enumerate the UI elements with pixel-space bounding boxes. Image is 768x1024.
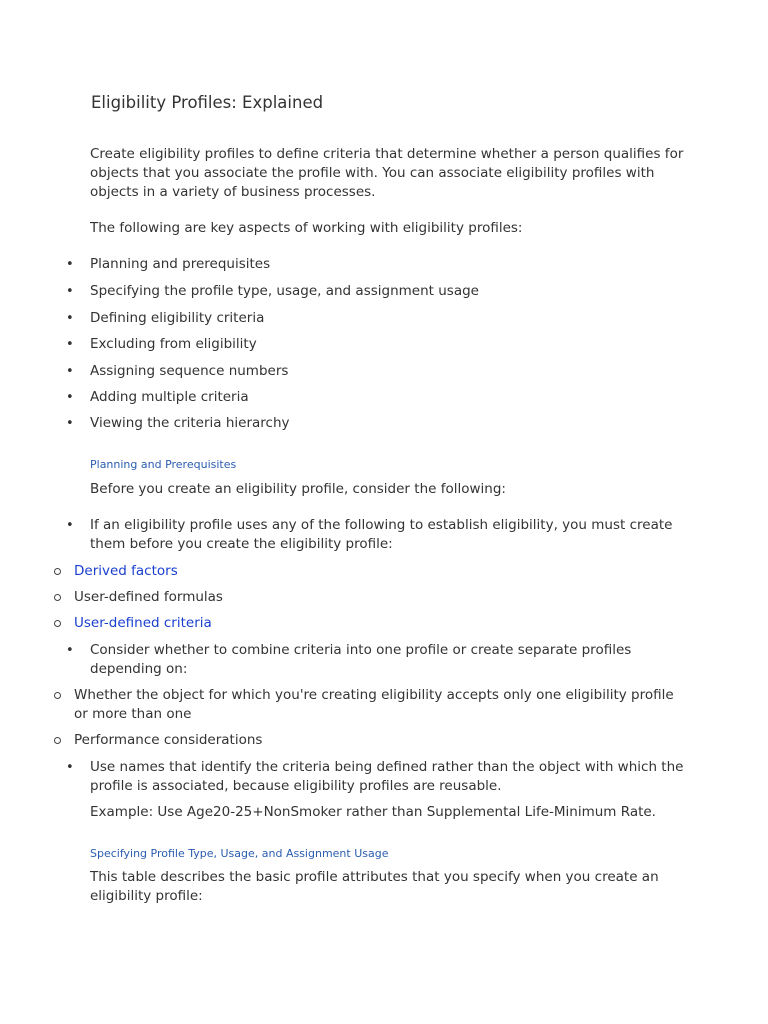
list-item: • Viewing the criteria hierarchy bbox=[66, 415, 290, 431]
bullet-icon: • bbox=[66, 311, 74, 326]
bullet-icon: • bbox=[66, 364, 74, 379]
circle-bullet-icon bbox=[54, 620, 61, 627]
circle-bullet-icon bbox=[54, 568, 61, 575]
sub-list-item: Performance considerations bbox=[0, 731, 768, 750]
list-item: • Excluding from eligibility bbox=[66, 336, 257, 352]
list-item: • Defining eligibility criteria bbox=[66, 310, 265, 326]
bullet-icon: • bbox=[66, 760, 74, 775]
list-item: • Planning and prerequisites bbox=[66, 256, 271, 272]
list-item: • If an eligibility profile uses any of the following to establish eligibility, you must create them before you create the eligibility profile: bbox=[66, 517, 673, 552]
specifying-intro: This table describes the basic profile attributes that you specify when you create an eligibility profile: bbox=[90, 869, 659, 904]
page-title: Eligibility Profiles: Explained bbox=[91, 93, 324, 112]
section-heading-planning[interactable]: Planning and Prerequisites bbox=[90, 458, 237, 471]
bullet-icon: • bbox=[66, 518, 74, 533]
sub-list-item[interactable] bbox=[0, 562, 768, 581]
bullet-icon: • bbox=[66, 416, 74, 431]
circle-bullet-icon bbox=[54, 594, 61, 601]
list-item: • Specifying the profile type, usage, and assignment usage bbox=[66, 283, 479, 299]
section-heading-specifying[interactable]: Specifying Profile Type, Usage, and Assignment Usage bbox=[90, 847, 389, 860]
bullet-icon: • bbox=[66, 643, 74, 658]
sub-list-item: User-defined formulas bbox=[0, 588, 768, 607]
list-item: • Adding multiple criteria bbox=[66, 389, 249, 405]
circle-bullet-icon bbox=[54, 737, 61, 744]
list-item: • Consider whether to combine criteria into one profile or create separate profiles depending on: bbox=[66, 642, 632, 677]
bullet-icon: • bbox=[66, 390, 74, 405]
intro-paragraph: Create eligibility profiles to define criteria that determine whether a person qualifies for objects that you associate the profile with. You can associate eligibility profiles with objects in a variety of business processes. bbox=[90, 146, 684, 200]
bullet-icon: • bbox=[66, 257, 74, 272]
bullet-icon: • bbox=[66, 337, 74, 352]
planning-intro: Before you create an eligibility profile, consider the following: bbox=[90, 481, 506, 497]
list-item: • Use names that identify the criteria being defined rather than the object with which the profile is associated, because eligibility profiles are reusable. bbox=[66, 759, 684, 794]
sub-list-item[interactable] bbox=[0, 614, 768, 633]
example-text: Example: Use Age20-25+NonSmoker rather than Supplemental Life-Minimum Rate. bbox=[90, 804, 656, 820]
derived-factors-link[interactable]: Derived factors bbox=[74, 563, 178, 579]
key-aspects-intro: The following are key aspects of working with eligibility profiles: bbox=[90, 220, 523, 236]
circle-bullet-icon bbox=[54, 692, 61, 699]
list-item: • Assigning sequence numbers bbox=[66, 363, 289, 379]
sub-list-item: Whether the object for which you're creating eligibility accepts only one eligibility profile or more than one bbox=[0, 686, 768, 724]
user-defined-criteria-link[interactable]: User-defined criteria bbox=[74, 615, 212, 631]
bullet-icon: • bbox=[66, 284, 74, 299]
